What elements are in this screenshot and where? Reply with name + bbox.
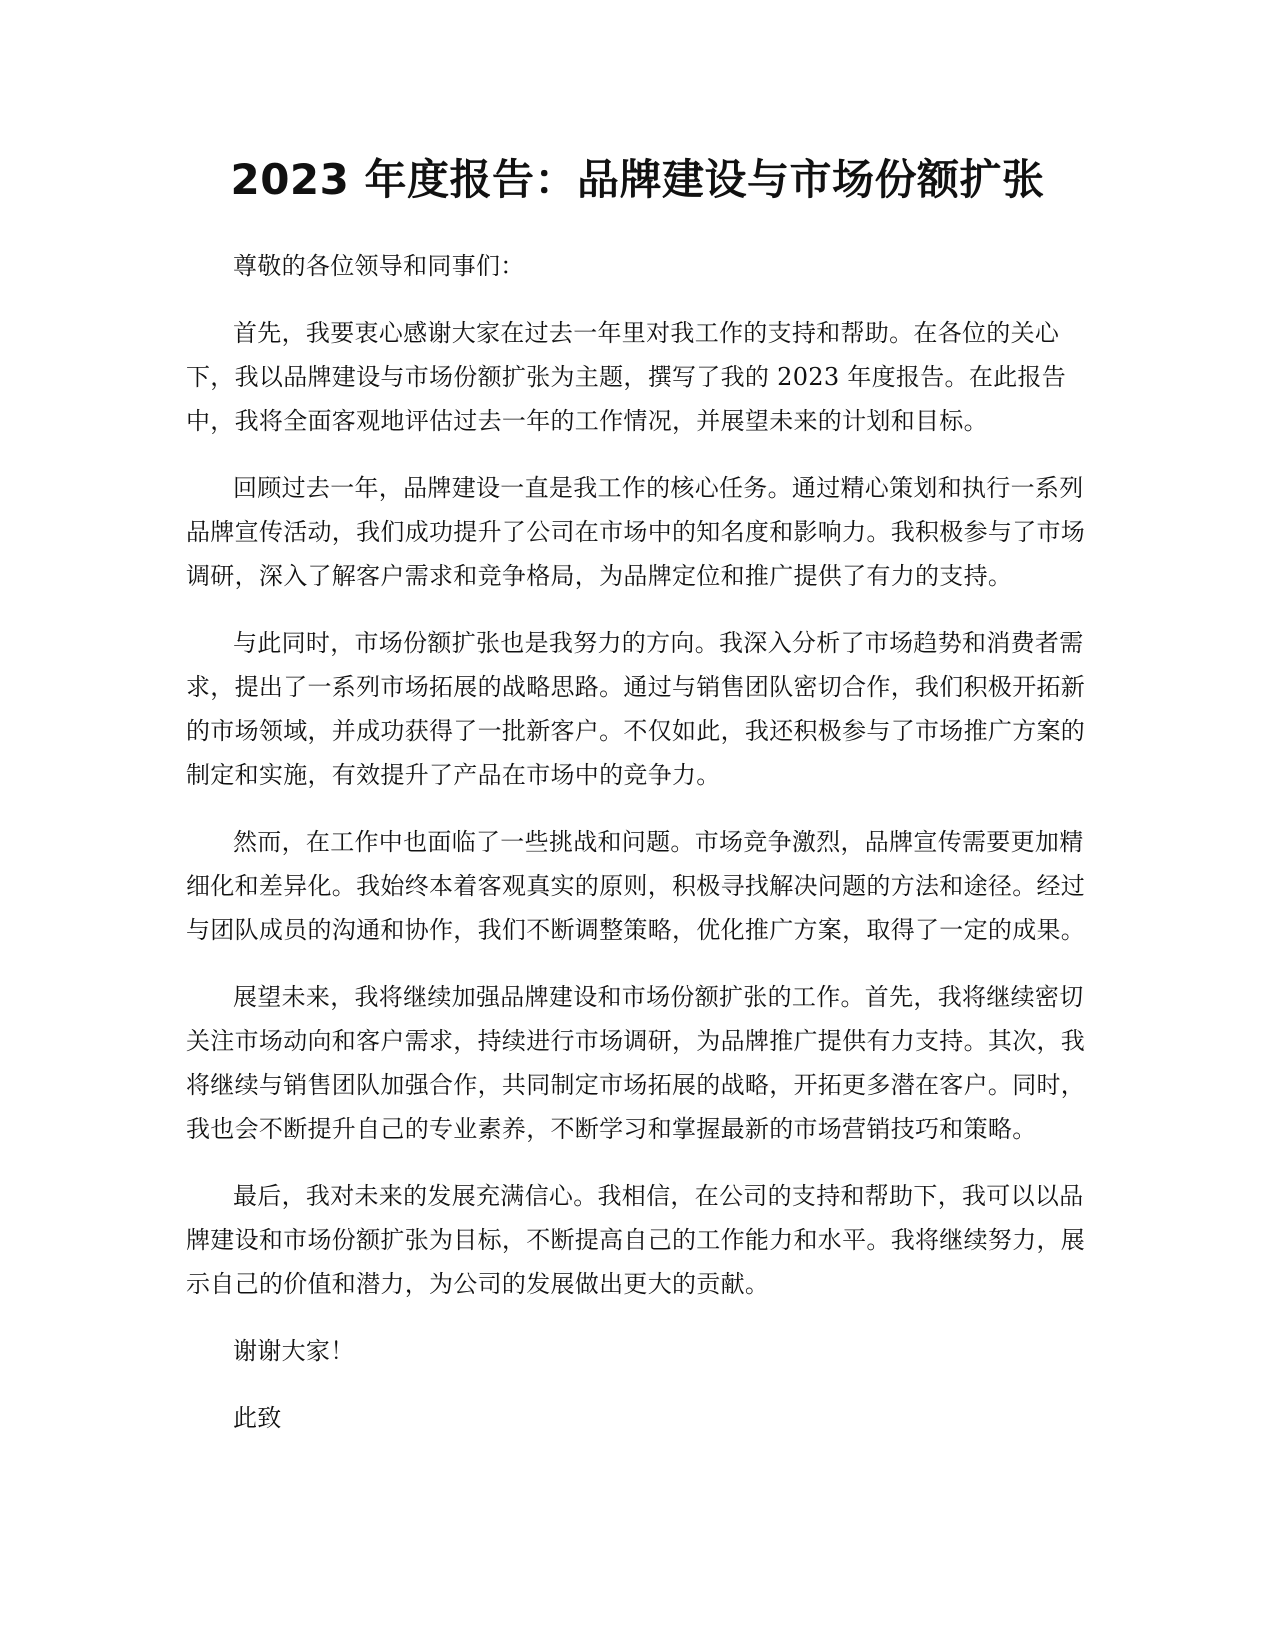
conclusion-paragraph: 最后，我对未来的发展充满信心。我相信，在公司的支持和帮助下，我可以以品牌建设和市场份额扩张为目标，不断提高自己的工作能力和水平。我将继续努力，展示自己的价值和潜力，为公司的发展做出更大的贡献。	[186, 1182, 1086, 1298]
thanks-paragraph: 谢谢大家！	[233, 1337, 355, 1365]
brand-review-paragraph: 回顾过去一年，品牌建设一直是我工作的核心任务。通过精心策划和执行一系列品牌宣传活动，我们成功提升了公司在市场中的知名度和影响力。我积极参与了市场调研，深入了解客户需求和竞争格局，为品牌定位和推广提供了有力的支持。	[186, 474, 1086, 590]
intro-paragraph: 首先，我要衷心感谢大家在过去一年里对我工作的支持和帮助。在各位的关心下，我以品牌建设与市场份额扩张为主题，撰写了我的 2023 年度报告。在此报告中，我将全面客观地评估过去一年的工作情况，并展望未来的计划和目标。	[186, 319, 1067, 435]
greeting-paragraph: 尊敬的各位领导和同事们：	[233, 252, 525, 280]
document-title: 2023 年度报告：品牌建设与市场份额扩张	[230, 155, 1045, 204]
market-expansion-paragraph: 与此同时，市场份额扩张也是我努力的方向。我深入分析了市场趋势和消费者需求，提出了一系列市场拓展的战略思路。通过与销售团队密切合作，我们积极开拓新的市场领域，并成功获得了一批新客户。不仅如此，我还积极参与了市场推广方案的制定和实施，有效提升了产品在市场中的竞争力。	[186, 629, 1086, 789]
closing-salutation: 此致	[233, 1404, 282, 1432]
outlook-paragraph: 展望未来，我将继续加强品牌建设和市场份额扩张的工作。首先，我将继续密切关注市场动向和客户需求，持续进行市场调研，为品牌推广提供有力支持。其次，我将继续与销售团队加强合作，共同制定市场拓展的战略，开拓更多潜在客户。同时，我也会不断提升自己的专业素养，不断学习和掌握最新的市场营销技巧和策略。	[186, 983, 1086, 1143]
challenges-paragraph: 然而，在工作中也面临了一些挑战和问题。市场竞争激烈，品牌宣传需要更加精细化和差异化。我始终本着客观真实的原则，积极寻找解决问题的方法和途径。经过与团队成员的沟通和协作，我们不断调整策略，优化推广方案，取得了一定的成果。	[186, 828, 1086, 944]
document-body	[186, 244, 1089, 1463]
